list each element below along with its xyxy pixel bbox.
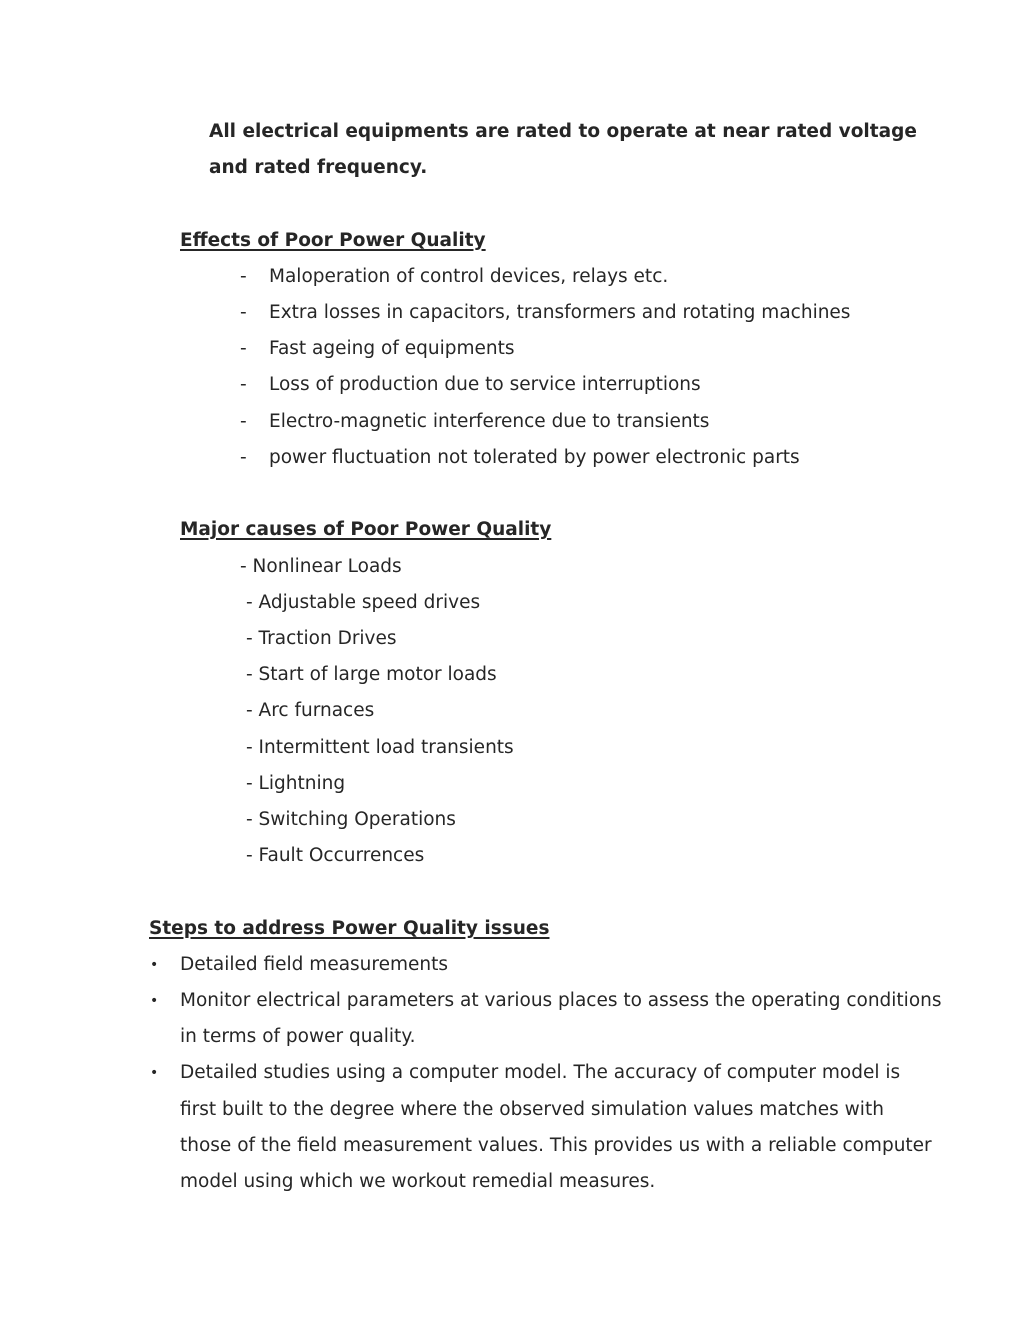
causes-item: - Traction Drives bbox=[246, 628, 397, 649]
causes-item: - Lightning bbox=[246, 773, 346, 794]
effects-dash: - bbox=[240, 338, 247, 359]
effects-item: Extra losses in capacitors, transformers and rotating machines bbox=[269, 302, 851, 323]
causes-heading: Major causes of Poor Power Quality bbox=[180, 519, 552, 540]
effects-item: power fluctuation not tolerated by power electronic parts bbox=[269, 447, 800, 468]
effects-item: Loss of production due to service interruptions bbox=[269, 374, 701, 395]
effects-dash: - bbox=[240, 374, 247, 395]
steps-item-line: first built to the degree where the observed simulation values matches with bbox=[180, 1099, 884, 1120]
steps-item-line: those of the field measurement values. This provides us with a reliable computer bbox=[180, 1135, 932, 1156]
causes-item: - Fault Occurrences bbox=[246, 845, 425, 866]
steps-bullet: • bbox=[150, 957, 159, 973]
steps-item-line: Detailed field measurements bbox=[180, 954, 449, 975]
steps-item-line: Detailed studies using a computer model. The accuracy of computer model is bbox=[180, 1062, 901, 1083]
effects-item: Maloperation of control devices, relays etc. bbox=[269, 266, 669, 287]
steps-item-line: in terms of power quality. bbox=[180, 1026, 416, 1047]
causes-item: - Arc furnaces bbox=[246, 700, 375, 721]
steps-item-line: model using which we workout remedial measures. bbox=[180, 1171, 656, 1192]
causes-item: - Intermittent load transients bbox=[246, 737, 514, 758]
causes-item: - Start of large motor loads bbox=[246, 664, 497, 685]
effects-dash: - bbox=[240, 447, 247, 468]
intro-line-1: All electrical equipments are rated to operate at near rated voltage bbox=[209, 121, 917, 142]
steps-item-line: Monitor electrical parameters at various places to assess the operating conditions bbox=[180, 990, 942, 1011]
effects-heading: Effects of Poor Power Quality bbox=[180, 230, 486, 251]
effects-item: Fast ageing of equipments bbox=[269, 338, 515, 359]
causes-item: - Adjustable speed drives bbox=[246, 592, 481, 613]
steps-bullet: • bbox=[150, 993, 159, 1009]
effects-dash: - bbox=[240, 302, 247, 323]
causes-item: - Nonlinear Loads bbox=[240, 556, 402, 577]
intro-line-2: and rated frequency. bbox=[209, 157, 428, 178]
steps-bullet: • bbox=[150, 1065, 159, 1081]
steps-heading: Steps to address Power Quality issues bbox=[149, 918, 550, 939]
causes-item: - Switching Operations bbox=[246, 809, 456, 830]
effects-dash: - bbox=[240, 411, 247, 432]
effects-item: Electro-magnetic interference due to transients bbox=[269, 411, 710, 432]
effects-dash: - bbox=[240, 266, 247, 287]
